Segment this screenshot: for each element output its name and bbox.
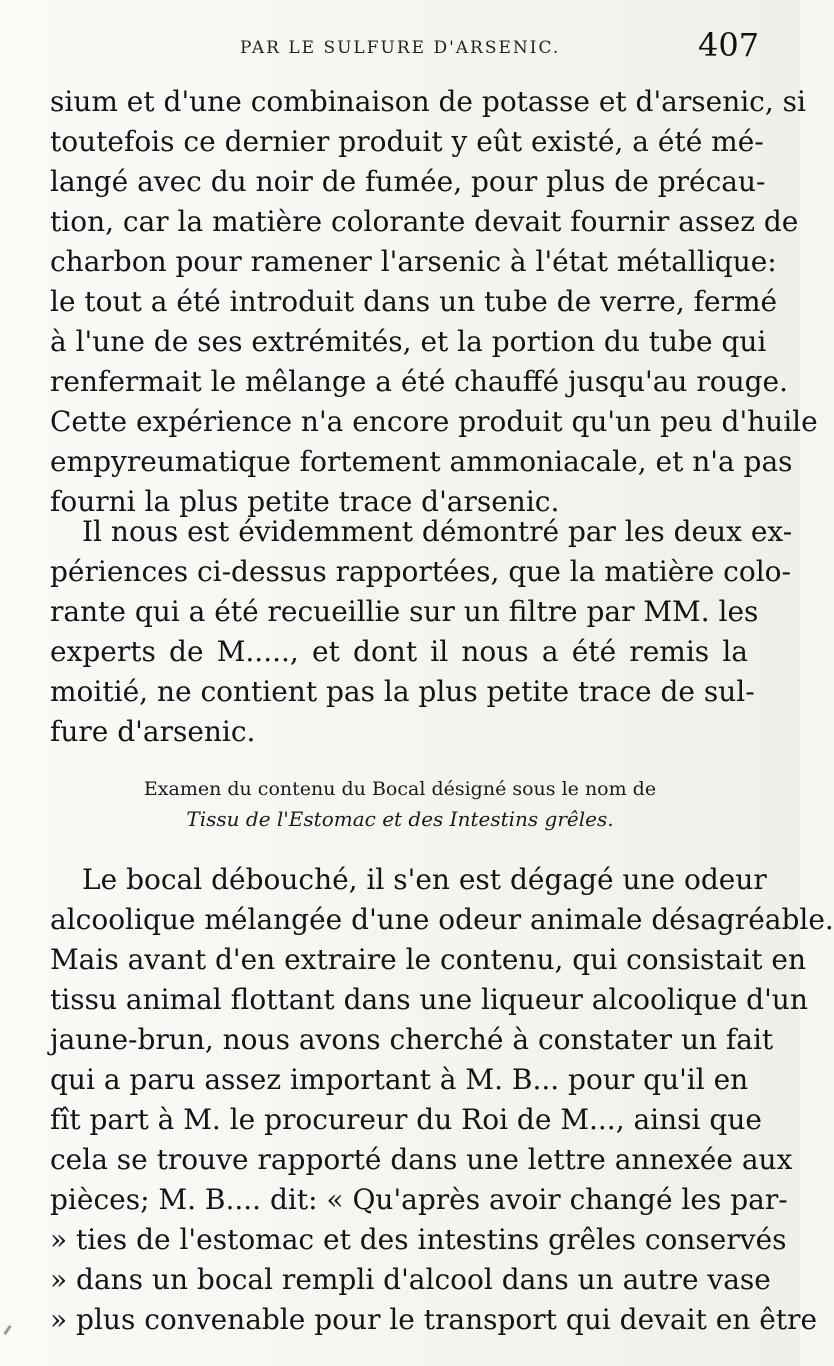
paragraph-conclusion: [50, 512, 793, 752]
text-line: Mais avant d'en extraire le contenu, qui consistait en: [50, 943, 807, 976]
text-line: cela se trouve rapporté dans une lettre annexée aux: [50, 1143, 793, 1176]
section-heading-line: Examen du contenu du Bocal désigné sous le nom de: [143, 778, 657, 800]
text-line: » dans un bocal rempli d'alcool dans un autre vase: [50, 1263, 771, 1296]
text-line: Le bocal débouché, il s'en est dégagé une odeur: [82, 863, 767, 896]
section-heading-italic: Tissu de l'Estomac et des Intestins grêles.: [186, 807, 614, 831]
text-line: Il nous est évidemment démontré par les deux ex-: [82, 515, 793, 548]
page-number: 407: [698, 26, 760, 64]
text-line: empyreumatique fortement ammoniacale, et n'a pas: [50, 445, 793, 478]
section-heading: [80, 774, 720, 834]
text-line: périences ci-dessus rapportées, que la matière colo-: [50, 555, 791, 588]
text-line: à l'une de ses extrémités, et la portion du tube qui: [50, 325, 767, 358]
text-line: experts de M....., et dont il nous a été remis la: [50, 635, 748, 668]
running-head: PAR LE SULFURE D'ARSENIC.: [240, 38, 561, 58]
text-line: Cette expérience n'a encore produit qu'un peu d'huile: [50, 405, 818, 438]
text-line: fît part à M. le procureur du Roi de M..., ainsi que: [50, 1103, 762, 1136]
text-line: » plus convenable pour le transport qui devait en être: [50, 1303, 818, 1336]
text-line: rante qui a été recueillie sur un filtre par MM. les: [50, 595, 759, 628]
ink-speck: [3, 1325, 11, 1335]
text-line: charbon pour ramener l'arsenic à l'état métallique:: [50, 245, 777, 278]
text-line: alcoolique mélangée d'une odeur animale désagréable.: [50, 903, 834, 936]
text-line: sium et d'une combinaison de potasse et d'arsenic, si: [50, 85, 806, 118]
text-line: fure d'arsenic.: [50, 715, 256, 748]
text-line: » ties de l'estomac et des intestins grêles conservés: [50, 1223, 787, 1256]
paragraph-bocal: [50, 860, 834, 1340]
text-line: tion, car la matière colorante devait fournir assez de: [50, 205, 799, 238]
text-line: fourni la plus petite trace d'arsenic.: [50, 485, 560, 518]
paragraph-continuation: [50, 82, 818, 522]
text-line: pièces; M. B.... dit: « Qu'après avoir changé les par-: [50, 1183, 788, 1216]
text-line: qui a paru assez important à M. B... pour qu'il en: [50, 1063, 749, 1096]
text-line: tissu animal flottant dans une liqueur alcoolique d'un: [50, 983, 808, 1016]
text-line: moitié, ne contient pas la plus petite trace de sul-: [50, 675, 755, 708]
text-line: le tout a été introduit dans un tube de verre, fermé: [50, 285, 778, 318]
text-line: renfermait le mêlange a été chauffé jusqu'au rouge.: [50, 365, 789, 398]
text-line: toutefois ce dernier produit y eût existé, a été mé-: [50, 125, 764, 158]
text-line: langé avec du noir de fumée, pour plus de précau-: [50, 165, 766, 198]
text-line: jaune-brun, nous avons cherché à constater un fait: [50, 1023, 774, 1056]
